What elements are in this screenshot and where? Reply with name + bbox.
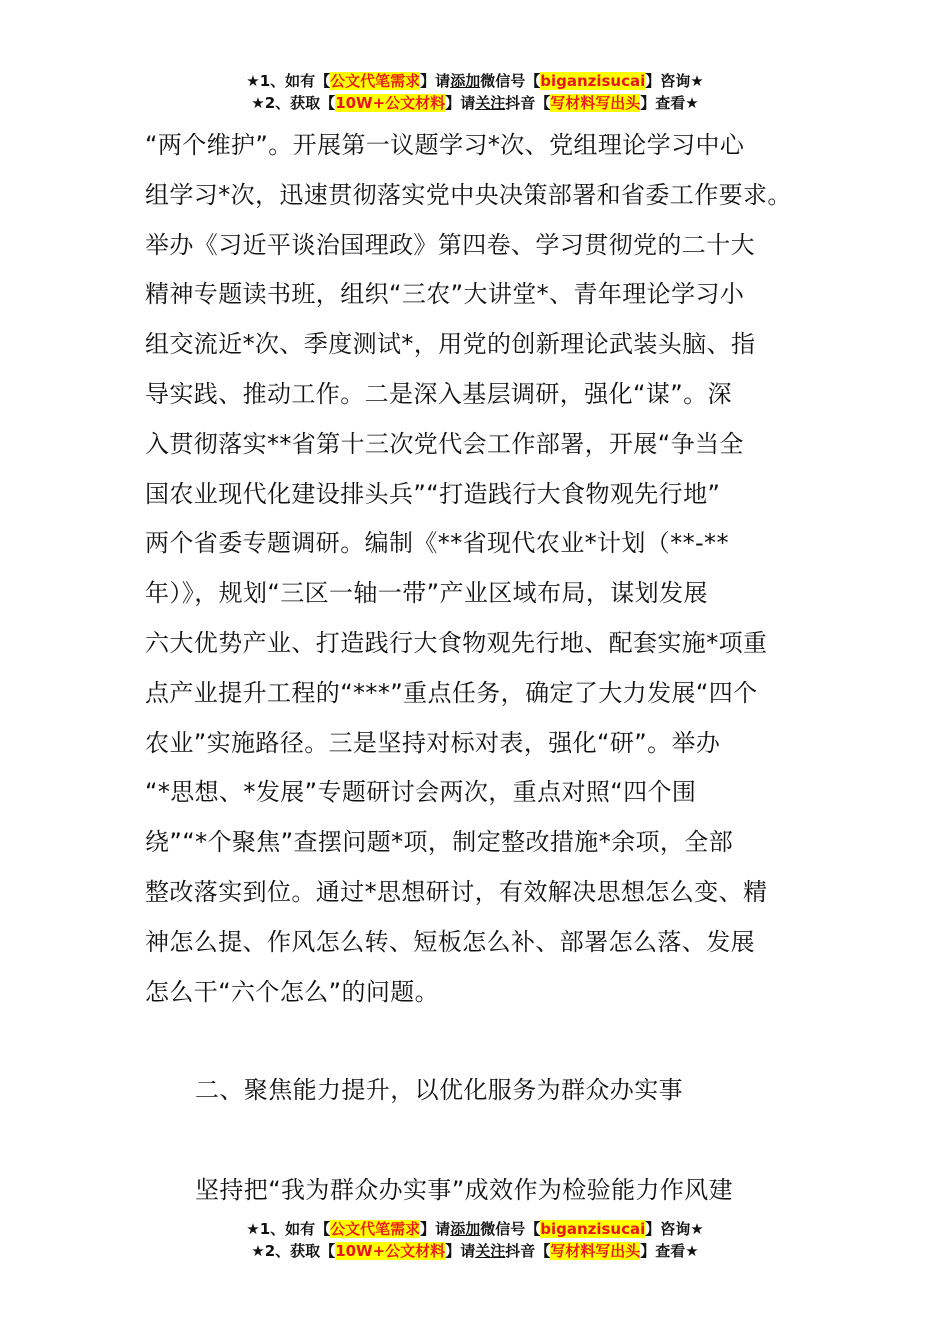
body-paragraph	[145, 121, 810, 1017]
text-line: 绕”“*个聚焦”查摆问题*项，制定整改措施*余项，全部	[145, 828, 734, 857]
promo-line-2: ★2、获取【10W+公文材料】请关注抖音【写材料写出头】查看★	[251, 94, 699, 112]
text-line: 入贯彻落实**省第十三次党代会工作部署，开展“争当全	[145, 429, 744, 458]
text-line: “两个维护”。开展第一议题学习*次、党组理论学习中心	[145, 131, 745, 159]
highlight-service: 公文代笔需求	[330, 72, 421, 90]
promo-line-1: ★1、如有【公文代笔需求】请添加微信号【biganzisucai】咨询★	[246, 1220, 704, 1238]
text-line: 六大优势产业、打造践行大食物观先行地、配套实施*项重	[145, 628, 768, 657]
highlight-douyin: 写材料写出头	[550, 1242, 641, 1260]
bottom-promo-banner	[0, 1218, 950, 1262]
text-line: 年）》，规划“三区一轴一带”产业区域布局，谋划发展	[145, 579, 708, 608]
text-line: 组交流近*次、季度测试*，用党的创新理论武装头脑、指	[145, 330, 756, 359]
highlight-materials: 10W+公文材料	[335, 1242, 446, 1260]
text-line: 整改落实到位。通过*思想研讨，有效解决思想怎么变、精	[145, 877, 768, 906]
highlight-wechat-id: biganzisucai	[540, 72, 646, 90]
highlight-wechat-id: biganzisucai	[540, 1220, 646, 1238]
text-line: “*思想、*发展”专题研讨会两次，重点对照“四个围	[145, 778, 697, 807]
text-line: 怎么干“六个怎么”的问题。	[145, 977, 440, 1006]
second-paragraph-start: 坚持把“我为群众办实事”成效作为检验能力作风建	[195, 1176, 734, 1204]
highlight-douyin: 写材料写出头	[550, 94, 641, 112]
text-line: 导实践、推动工作。二是深入基层调研，强化“谋”。深	[145, 379, 732, 408]
highlight-materials: 10W+公文材料	[335, 94, 446, 112]
section-heading: 二、聚焦能力提升，以优化服务为群众办实事	[195, 1076, 683, 1104]
text-line: 组学习*次，迅速贯彻落实党中央决策部署和省委工作要求。	[145, 180, 792, 209]
text-line: 精神专题读书班，组织“三农”大讲堂*、青年理论学习小	[145, 280, 745, 309]
text-line: 神怎么提、作风怎么转、短板怎么补、部署怎么落、发展	[145, 927, 755, 956]
top-promo-banner	[0, 70, 950, 114]
promo-line-2: ★2、获取【10W+公文材料】请关注抖音【写材料写出头】查看★	[251, 1242, 699, 1260]
text-line: 两个省委专题调研。编制《**省现代农业*计划（**-**	[145, 529, 729, 558]
highlight-service: 公文代笔需求	[330, 1220, 421, 1238]
text-line: 农业”实施路径。三是坚持对标对表，强化“研”。举办	[145, 728, 721, 757]
promo-line-1: ★1、如有【公文代笔需求】请添加微信号【biganzisucai】咨询★	[246, 72, 704, 90]
text-line: 国农业现代化建设排头兵”“打造践行大食物观先行地”	[145, 479, 721, 508]
text-line: 点产业提升工程的“***”重点任务，确定了大力发展“四个	[145, 678, 758, 707]
text-line: 举办《习近平谈治国理政》第四卷、学习贯彻党的二十大	[145, 230, 755, 259]
